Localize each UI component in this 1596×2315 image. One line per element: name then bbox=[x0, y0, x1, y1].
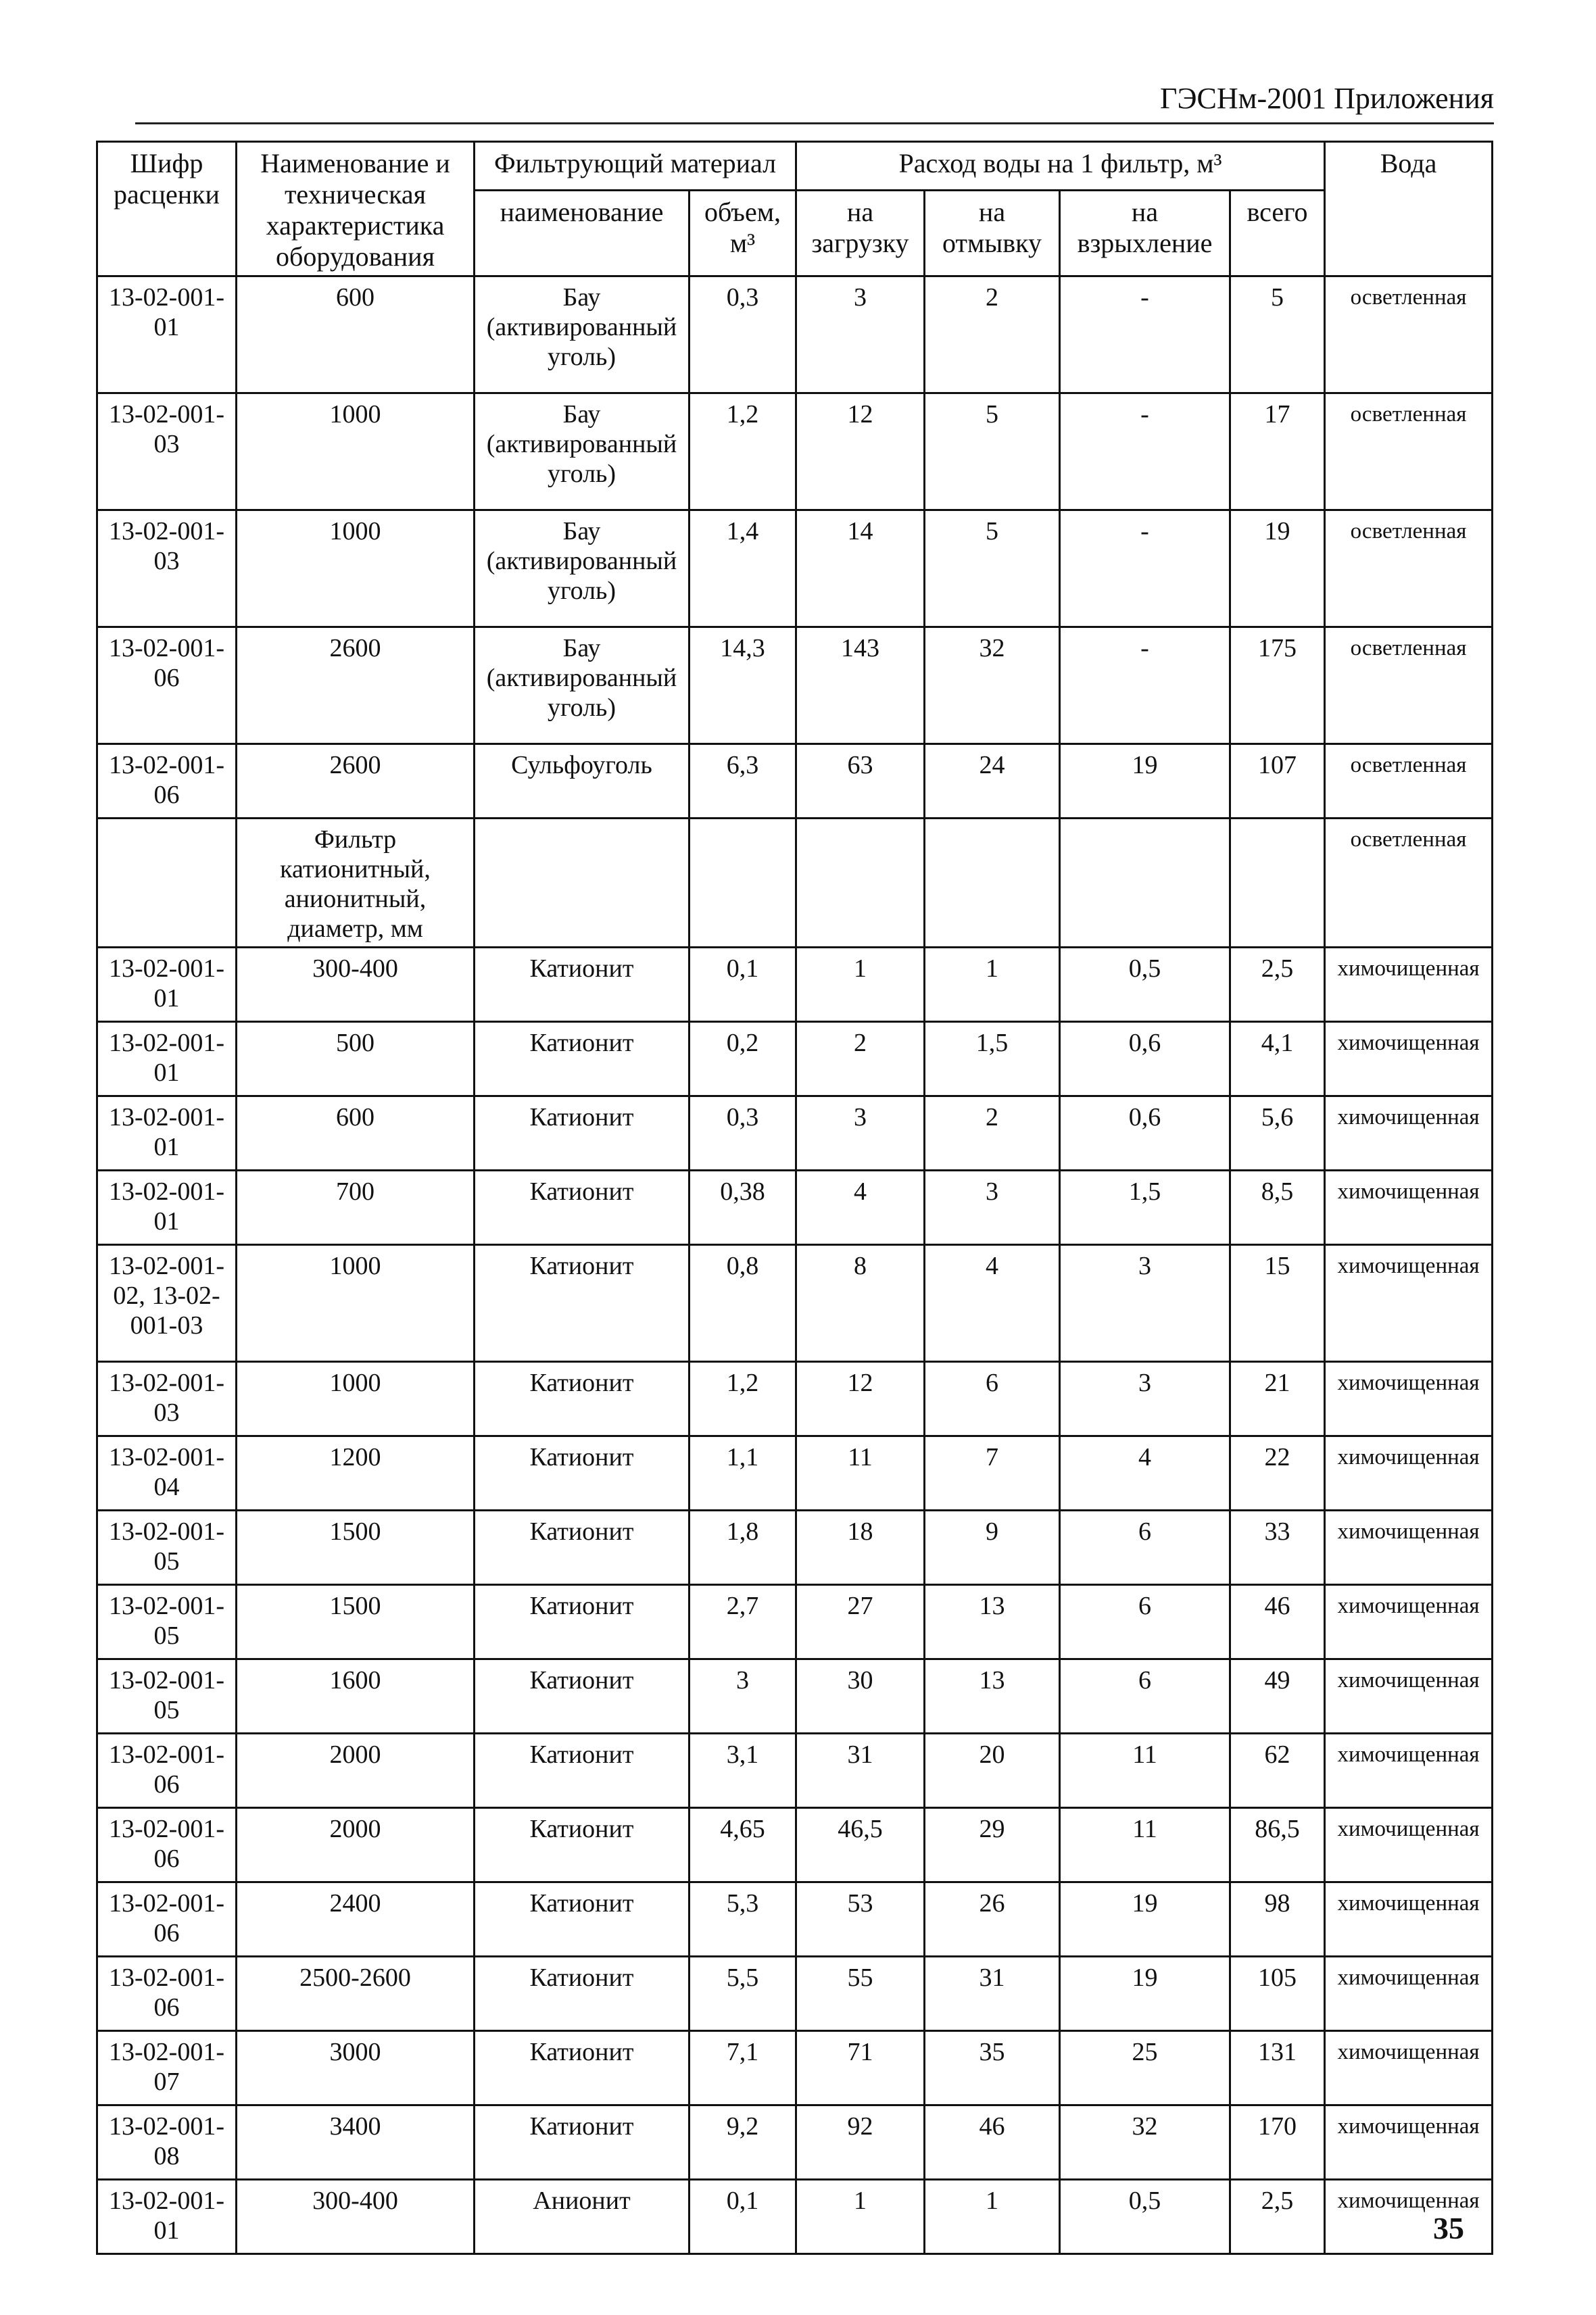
cell-material: Катионит bbox=[475, 1022, 690, 1096]
cell-water-type: химочищенная bbox=[1325, 1171, 1493, 1245]
cell-equipment: 2600 bbox=[237, 744, 475, 819]
table-row bbox=[97, 948, 1493, 1022]
running-head: ГЭСНм-2001 Приложения bbox=[135, 81, 1494, 124]
cell-water-total: 33 bbox=[1230, 1511, 1325, 1585]
cell-volume: 4,65 bbox=[690, 1808, 796, 1882]
cell-water-wash: 32 bbox=[925, 627, 1060, 744]
cell-water-type: химочищенная bbox=[1325, 1096, 1493, 1171]
cell-material: Катионит bbox=[475, 1245, 690, 1362]
cell-water-type: химочищенная bbox=[1325, 1957, 1493, 2031]
cell-volume: 1,2 bbox=[690, 393, 796, 510]
cell-material: Катионит bbox=[475, 1808, 690, 1882]
cell-water-load: 3 bbox=[796, 276, 925, 393]
cell-water-load: 8 bbox=[796, 1245, 925, 1362]
cell-water-type: химочищенная bbox=[1325, 1882, 1493, 1957]
cell-water-type: осветленная bbox=[1325, 627, 1493, 744]
table-row bbox=[97, 819, 1493, 948]
cell-water-total: 22 bbox=[1230, 1436, 1325, 1511]
cell-code: 13-02-001-01 bbox=[97, 1171, 237, 1245]
cell-water-total: 170 bbox=[1230, 2105, 1325, 2180]
cell-water-total: 131 bbox=[1230, 2031, 1325, 2105]
cell-water-type: химочищенная bbox=[1325, 2105, 1493, 2180]
cell-code: 13-02-001-01 bbox=[97, 1022, 237, 1096]
cell-water-wash: 6 bbox=[925, 1362, 1060, 1436]
cell-water-load: 92 bbox=[796, 2105, 925, 2180]
cell-volume: 0,38 bbox=[690, 1171, 796, 1245]
cell-water-loosen: - bbox=[1060, 276, 1230, 393]
cell-water-total: 105 bbox=[1230, 1957, 1325, 2031]
header-filter-material: Фильтрующий материал bbox=[475, 142, 796, 191]
cell-code: 13-02-001-01 bbox=[97, 2180, 237, 2254]
cell-water-wash: 2 bbox=[925, 1096, 1060, 1171]
header-water-type: Вода bbox=[1325, 142, 1493, 276]
cell-equipment: 1500 bbox=[237, 1585, 475, 1659]
cell-code: 13-02-001-01 bbox=[97, 276, 237, 393]
cell-water-total: 62 bbox=[1230, 1734, 1325, 1808]
cell-water-loosen: 6 bbox=[1060, 1659, 1230, 1734]
cell-material: Катионит bbox=[475, 1096, 690, 1171]
cell-material: Катионит bbox=[475, 1585, 690, 1659]
cell-water-load: 71 bbox=[796, 2031, 925, 2105]
cell-water-type: химочищенная bbox=[1325, 1734, 1493, 1808]
cell-water-loosen: 0,6 bbox=[1060, 1096, 1230, 1171]
cell-material: Катионит bbox=[475, 2105, 690, 2180]
cell-volume: 5,3 bbox=[690, 1882, 796, 1957]
cell-volume: 3,1 bbox=[690, 1734, 796, 1808]
cell-water-type: химочищенная bbox=[1325, 1659, 1493, 1734]
cell-equipment: 500 bbox=[237, 1022, 475, 1096]
cell-equipment: 1000 bbox=[237, 393, 475, 510]
cell-material: Бау (активированный уголь) bbox=[475, 276, 690, 393]
cell-code: 13-02-001-01 bbox=[97, 1096, 237, 1171]
cell-water-loosen: - bbox=[1060, 510, 1230, 627]
cell-water-loosen: 0,5 bbox=[1060, 2180, 1230, 2254]
page-number: 35 bbox=[1433, 2211, 1464, 2245]
cell-water-wash: 46 bbox=[925, 2105, 1060, 2180]
cell-volume: 1,4 bbox=[690, 510, 796, 627]
cell-equipment: 3400 bbox=[237, 2105, 475, 2180]
cell-water-wash: 35 bbox=[925, 2031, 1060, 2105]
cell-code: 13-02-001-07 bbox=[97, 2031, 237, 2105]
cell-water-type: осветленная bbox=[1325, 276, 1493, 393]
cell-volume: 3 bbox=[690, 1659, 796, 1734]
cell-code: 13-02-001-06 bbox=[97, 627, 237, 744]
cell-water-total: 5 bbox=[1230, 276, 1325, 393]
header-water-wash: на отмывку bbox=[925, 191, 1060, 276]
cell-water-load: 18 bbox=[796, 1511, 925, 1585]
cell-material: Сульфоуголь bbox=[475, 744, 690, 819]
cell-water-load: 12 bbox=[796, 393, 925, 510]
cell-water-total: 2,5 bbox=[1230, 948, 1325, 1022]
cell-code: 13-02-001-08 bbox=[97, 2105, 237, 2180]
cell-water-wash: 5 bbox=[925, 510, 1060, 627]
cell-equipment: 600 bbox=[237, 1096, 475, 1171]
cell-water-total: 5,6 bbox=[1230, 1096, 1325, 1171]
cell-equipment: 3000 bbox=[237, 2031, 475, 2105]
cell-water-type: осветленная bbox=[1325, 744, 1493, 819]
cell-volume: 0,1 bbox=[690, 948, 796, 1022]
header-code: Шифр расценки bbox=[97, 142, 237, 276]
cell-water-loosen: 32 bbox=[1060, 2105, 1230, 2180]
table-row bbox=[97, 1171, 1493, 1245]
cell-equipment: 2600 bbox=[237, 627, 475, 744]
cell-water-wash: 7 bbox=[925, 1436, 1060, 1511]
cell-code: 13-02-001-06 bbox=[97, 1734, 237, 1808]
cell-code: 13-02-001-05 bbox=[97, 1659, 237, 1734]
cell-water-load: 1 bbox=[796, 2180, 925, 2254]
cell-water-total: 15 bbox=[1230, 1245, 1325, 1362]
cell-water-load: 12 bbox=[796, 1362, 925, 1436]
table-row bbox=[97, 1436, 1493, 1511]
header-material-name: наименование bbox=[475, 191, 690, 276]
cell-equipment: 1500 bbox=[237, 1511, 475, 1585]
cell-material: Катионит bbox=[475, 1882, 690, 1957]
cell-material: Бау (активированный уголь) bbox=[475, 627, 690, 744]
cell-water-loosen: 19 bbox=[1060, 1882, 1230, 1957]
cell-material: Катионит bbox=[475, 1171, 690, 1245]
cell-volume: 0,2 bbox=[690, 1022, 796, 1096]
cell-water-type: осветленная bbox=[1325, 393, 1493, 510]
cell-water-type: химочищенная bbox=[1325, 1362, 1493, 1436]
cell-equipment: 1200 bbox=[237, 1436, 475, 1511]
cell-volume: 0,8 bbox=[690, 1245, 796, 1362]
cell-water-wash: 26 bbox=[925, 1882, 1060, 1957]
cell-water-load: 14 bbox=[796, 510, 925, 627]
cell-volume: 9,2 bbox=[690, 2105, 796, 2180]
cell-water-wash bbox=[925, 819, 1060, 948]
table-header bbox=[97, 142, 1493, 276]
cell-water-loosen: 11 bbox=[1060, 1808, 1230, 1882]
cell-water-type: химочищенная bbox=[1325, 1808, 1493, 1882]
cell-equipment: 1000 bbox=[237, 1245, 475, 1362]
cell-volume: 0,1 bbox=[690, 2180, 796, 2254]
cell-water-total: 17 bbox=[1230, 393, 1325, 510]
cell-water-load: 27 bbox=[796, 1585, 925, 1659]
cell-water-loosen: 19 bbox=[1060, 744, 1230, 819]
cell-equipment: 700 bbox=[237, 1171, 475, 1245]
cell-material: Катионит bbox=[475, 1659, 690, 1734]
cell-water-loosen: 1,5 bbox=[1060, 1171, 1230, 1245]
cell-material: Бау (активированный уголь) bbox=[475, 393, 690, 510]
cell-water-type: химочищенная bbox=[1325, 2180, 1493, 2254]
cell-code: 13-02-001-05 bbox=[97, 1585, 237, 1659]
cell-water-load bbox=[796, 819, 925, 948]
cell-water-type: химочищенная bbox=[1325, 1585, 1493, 1659]
cell-equipment: 2400 bbox=[237, 1882, 475, 1957]
cell-water-total: 21 bbox=[1230, 1362, 1325, 1436]
cell-water-load: 31 bbox=[796, 1734, 925, 1808]
cell-water-load: 30 bbox=[796, 1659, 925, 1734]
cell-equipment: 1000 bbox=[237, 510, 475, 627]
cell-water-wash: 3 bbox=[925, 1171, 1060, 1245]
cell-code: 13-02-001-06 bbox=[97, 744, 237, 819]
water-consumption-table bbox=[96, 141, 1493, 2255]
cell-code: 13-02-001-06 bbox=[97, 1882, 237, 1957]
cell-water-wash: 31 bbox=[925, 1957, 1060, 2031]
cell-water-wash: 5 bbox=[925, 393, 1060, 510]
cell-code: 13-02-001-01 bbox=[97, 948, 237, 1022]
cell-equipment: 300-400 bbox=[237, 2180, 475, 2254]
cell-water-loosen: 3 bbox=[1060, 1362, 1230, 1436]
cell-water-type: химочищенная bbox=[1325, 1511, 1493, 1585]
cell-material bbox=[475, 819, 690, 948]
cell-water-wash: 13 bbox=[925, 1659, 1060, 1734]
table-row bbox=[97, 276, 1493, 393]
cell-material: Катионит bbox=[475, 1362, 690, 1436]
cell-water-wash: 1,5 bbox=[925, 1022, 1060, 1096]
cell-code: 13-02-001-04 bbox=[97, 1436, 237, 1511]
cell-water-type: химочищенная bbox=[1325, 1245, 1493, 1362]
header-water-load: на загрузку bbox=[796, 191, 925, 276]
cell-water-load: 3 bbox=[796, 1096, 925, 1171]
table-row bbox=[97, 1734, 1493, 1808]
table-row bbox=[97, 1245, 1493, 1362]
cell-material: Катионит bbox=[475, 1957, 690, 2031]
cell-code: 13-02-001-02, 13-02-001-03 bbox=[97, 1245, 237, 1362]
cell-material: Катионит bbox=[475, 1734, 690, 1808]
cell-equipment: 1000 bbox=[237, 1362, 475, 1436]
cell-water-wash: 20 bbox=[925, 1734, 1060, 1808]
cell-water-total: 98 bbox=[1230, 1882, 1325, 1957]
cell-water-loosen: 19 bbox=[1060, 1957, 1230, 2031]
cell-material: Катионит bbox=[475, 2031, 690, 2105]
cell-material: Бау (активированный уголь) bbox=[475, 510, 690, 627]
cell-water-load: 2 bbox=[796, 1022, 925, 1096]
header-water-consumption: Расход воды на 1 фильтр, м³ bbox=[796, 142, 1325, 191]
cell-water-load: 4 bbox=[796, 1171, 925, 1245]
table-row bbox=[97, 1659, 1493, 1734]
cell-water-load: 46,5 bbox=[796, 1808, 925, 1882]
cell-code: 13-02-001-03 bbox=[97, 393, 237, 510]
cell-water-wash: 2 bbox=[925, 276, 1060, 393]
cell-water-load: 63 bbox=[796, 744, 925, 819]
table-body bbox=[97, 276, 1493, 2254]
cell-volume bbox=[690, 819, 796, 948]
table-row bbox=[97, 1808, 1493, 1882]
cell-material: Катионит bbox=[475, 948, 690, 1022]
cell-water-type: осветленная bbox=[1325, 510, 1493, 627]
cell-water-loosen: 6 bbox=[1060, 1511, 1230, 1585]
cell-water-type: химочищенная bbox=[1325, 1022, 1493, 1096]
cell-water-load: 11 bbox=[796, 1436, 925, 1511]
cell-water-total: 8,5 bbox=[1230, 1171, 1325, 1245]
cell-water-total: 175 bbox=[1230, 627, 1325, 744]
cell-volume: 7,1 bbox=[690, 2031, 796, 2105]
cell-material: Катионит bbox=[475, 1511, 690, 1585]
cell-water-wash: 24 bbox=[925, 744, 1060, 819]
table-row bbox=[97, 1022, 1493, 1096]
cell-code: 13-02-001-06 bbox=[97, 1808, 237, 1882]
cell-water-load: 1 bbox=[796, 948, 925, 1022]
table-row bbox=[97, 1362, 1493, 1436]
table-row bbox=[97, 1957, 1493, 2031]
cell-water-wash: 4 bbox=[925, 1245, 1060, 1362]
cell-water-total: 19 bbox=[1230, 510, 1325, 627]
header-water-total: всего bbox=[1230, 191, 1325, 276]
cell-equipment: 300-400 bbox=[237, 948, 475, 1022]
cell-water-wash: 29 bbox=[925, 1808, 1060, 1882]
header-water-loosen: на взрыхление bbox=[1060, 191, 1230, 276]
cell-water-type: химочищенная bbox=[1325, 1436, 1493, 1511]
cell-water-total: 107 bbox=[1230, 744, 1325, 819]
cell-water-wash: 1 bbox=[925, 948, 1060, 1022]
cell-water-loosen: - bbox=[1060, 393, 1230, 510]
cell-water-load: 55 bbox=[796, 1957, 925, 2031]
cell-water-loosen: 0,5 bbox=[1060, 948, 1230, 1022]
cell-equipment: 2000 bbox=[237, 1808, 475, 1882]
table-row bbox=[97, 1511, 1493, 1585]
cell-water-loosen: 4 bbox=[1060, 1436, 1230, 1511]
cell-water-total: 49 bbox=[1230, 1659, 1325, 1734]
cell-water-load: 53 bbox=[796, 1882, 925, 1957]
cell-water-loosen: 6 bbox=[1060, 1585, 1230, 1659]
cell-volume: 14,3 bbox=[690, 627, 796, 744]
table-row bbox=[97, 1096, 1493, 1171]
cell-material: Анионит bbox=[475, 2180, 690, 2254]
cell-water-type: химочищенная bbox=[1325, 948, 1493, 1022]
header-material-volume: объем, м³ bbox=[690, 191, 796, 276]
cell-water-load: 143 bbox=[796, 627, 925, 744]
cell-volume: 0,3 bbox=[690, 1096, 796, 1171]
cell-material: Катионит bbox=[475, 1436, 690, 1511]
cell-volume: 6,3 bbox=[690, 744, 796, 819]
header-equipment-name: Наименование и техническая характеристика оборудования bbox=[237, 142, 475, 276]
cell-volume: 0,3 bbox=[690, 276, 796, 393]
cell-water-loosen: - bbox=[1060, 627, 1230, 744]
cell-equipment: 1600 bbox=[237, 1659, 475, 1734]
cell-code: 13-02-001-03 bbox=[97, 510, 237, 627]
cell-water-loosen: 3 bbox=[1060, 1245, 1230, 1362]
cell-code: 13-02-001-03 bbox=[97, 1362, 237, 1436]
cell-equipment: 2500-2600 bbox=[237, 1957, 475, 2031]
table-row bbox=[97, 510, 1493, 627]
table-row bbox=[97, 2180, 1493, 2254]
cell-water-total: 46 bbox=[1230, 1585, 1325, 1659]
cell-volume: 1,8 bbox=[690, 1511, 796, 1585]
table-row bbox=[97, 2031, 1493, 2105]
table-row bbox=[97, 744, 1493, 819]
cell-water-total bbox=[1230, 819, 1325, 948]
cell-code: 13-02-001-05 bbox=[97, 1511, 237, 1585]
cell-water-total: 86,5 bbox=[1230, 1808, 1325, 1882]
cell-water-type: осветленная bbox=[1325, 819, 1493, 948]
cell-code: 13-02-001-06 bbox=[97, 1957, 237, 2031]
cell-water-loosen: 25 bbox=[1060, 2031, 1230, 2105]
cell-volume: 1,1 bbox=[690, 1436, 796, 1511]
cell-code bbox=[97, 819, 237, 948]
cell-water-type: химочищенная bbox=[1325, 2031, 1493, 2105]
cell-equipment: 2000 bbox=[237, 1734, 475, 1808]
table-row bbox=[97, 393, 1493, 510]
table-row bbox=[97, 1585, 1493, 1659]
cell-volume: 1,2 bbox=[690, 1362, 796, 1436]
cell-volume: 2,7 bbox=[690, 1585, 796, 1659]
table-row bbox=[97, 1882, 1493, 1957]
table-row bbox=[97, 2105, 1493, 2180]
cell-water-loosen: 11 bbox=[1060, 1734, 1230, 1808]
cell-water-loosen bbox=[1060, 819, 1230, 948]
cell-water-loosen: 0,6 bbox=[1060, 1022, 1230, 1096]
table-row bbox=[97, 627, 1493, 744]
cell-volume: 5,5 bbox=[690, 1957, 796, 2031]
cell-equipment: 600 bbox=[237, 276, 475, 393]
cell-water-wash: 9 bbox=[925, 1511, 1060, 1585]
cell-equipment: Фильтр катионитный, анионитный, диаметр, мм bbox=[237, 819, 475, 948]
cell-water-total: 2,5 bbox=[1230, 2180, 1325, 2254]
cell-water-wash: 13 bbox=[925, 1585, 1060, 1659]
cell-water-wash: 1 bbox=[925, 2180, 1060, 2254]
cell-water-total: 4,1 bbox=[1230, 1022, 1325, 1096]
